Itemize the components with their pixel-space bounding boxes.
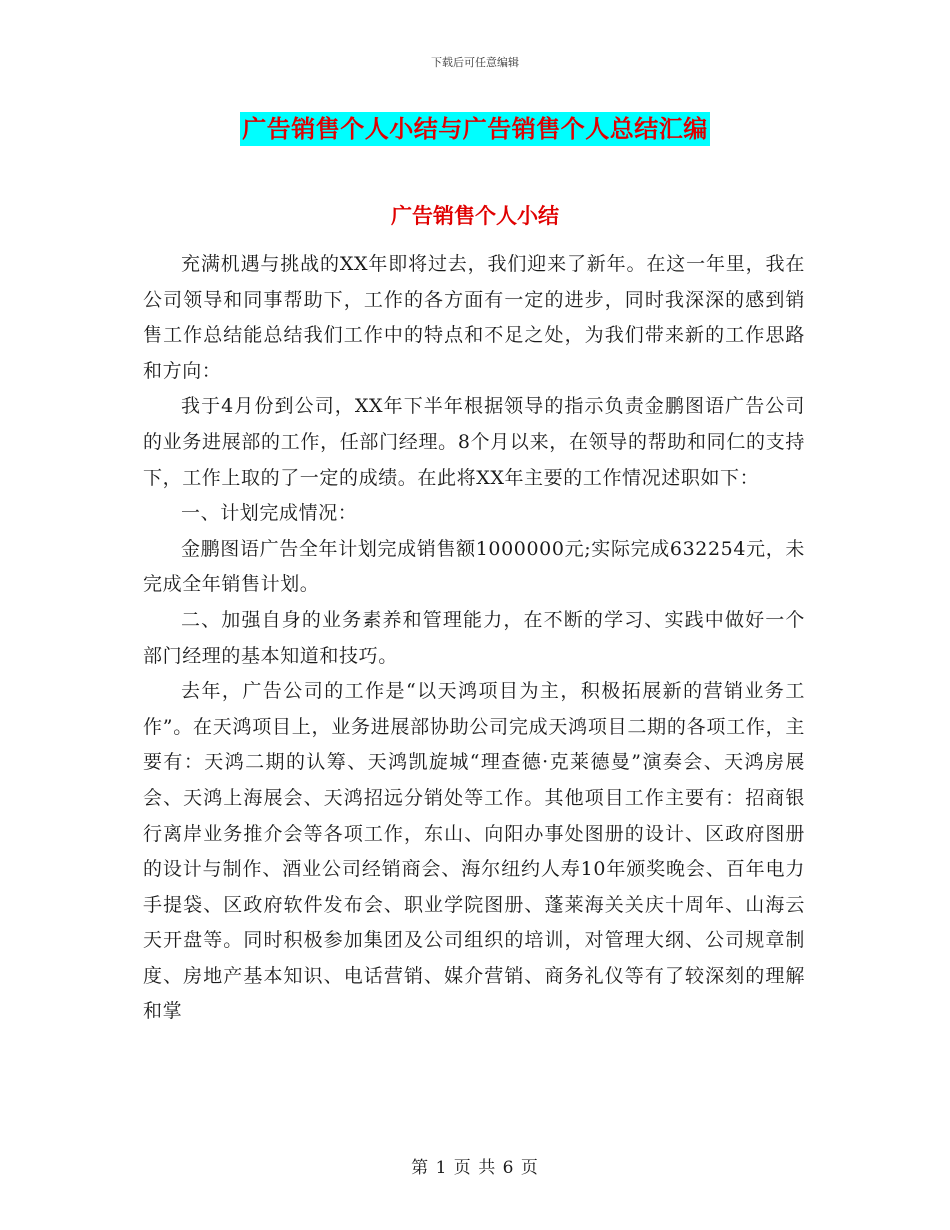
document-title: 广告销售个人小结与广告销售个人总结汇编 [240, 112, 710, 146]
paragraph: 我于4月份到公司，XX年下半年根据领导的指示负责金鹏图语广告公司的业务进展部的工作，任部门经理。8个月以来，在领导的帮助和同仁的支持下，工作上取的了一定的成绩。在此将XX年主要的工作情况述职如下： [143, 395, 805, 489]
main-title-wrap [0, 112, 950, 146]
section-title: 广告销售个人小结 [391, 204, 559, 228]
paragraph: 一、计划完成情况： [181, 502, 358, 525]
paragraph: 充满机遇与挑战的XX年即将过去，我们迎来了新年。在这一年里，我在公司领导和同事帮助下，工作的各方面有一定的进步，同时我深深的感到销售工作总结能总结我们工作中的特点和不足之处，为我们带来新的工作思路和方向： [143, 253, 805, 382]
paragraph: 二、加强自身的业务素养和管理能力，在不断的学习、实践中做好一个部门经理的基本知道和技巧。 [143, 608, 805, 667]
paragraph: 去年，广告公司的工作是“以天鸿项目为主，积极拓展新的营销业务工作”。在天鸿项目上，业务进展部协助公司完成天鸿项目二期的各项工作，主要有：天鸿二期的认筹、天鸿凯旋城“理查德·克莱德曼”演奏会、天鸿房展会、天鸿上海展会、天鸿招远分销处等工作。其他项目工作主要有：招商银行离岸业务推介会等各项工作，东山、向阳办事处图册的设计、区政府图册的设计与制作、酒业公司经销商会、海尔纽约人寿10年颁奖晚会、百年电力手提袋、区政府软件发布会、职业学院图册、蓬莱海关关庆十周年、山海云天开盘等。同时积极参加集团及公司组织的培训，对管理大纲、公司规章制度、房地产基本知识、电话营销、媒介营销、商务礼仪等有了较深刻的理解和掌 [143, 680, 805, 1023]
paragraph: 金鹏图语广告全年计划完成销售额1000000元;实际完成632254元，未完成全年销售计划。 [143, 537, 805, 596]
page-footer: 第 1 页 共 6 页 [411, 1158, 539, 1178]
body-text [143, 247, 805, 1030]
header-note: 下载后可任意编辑 [431, 56, 519, 69]
